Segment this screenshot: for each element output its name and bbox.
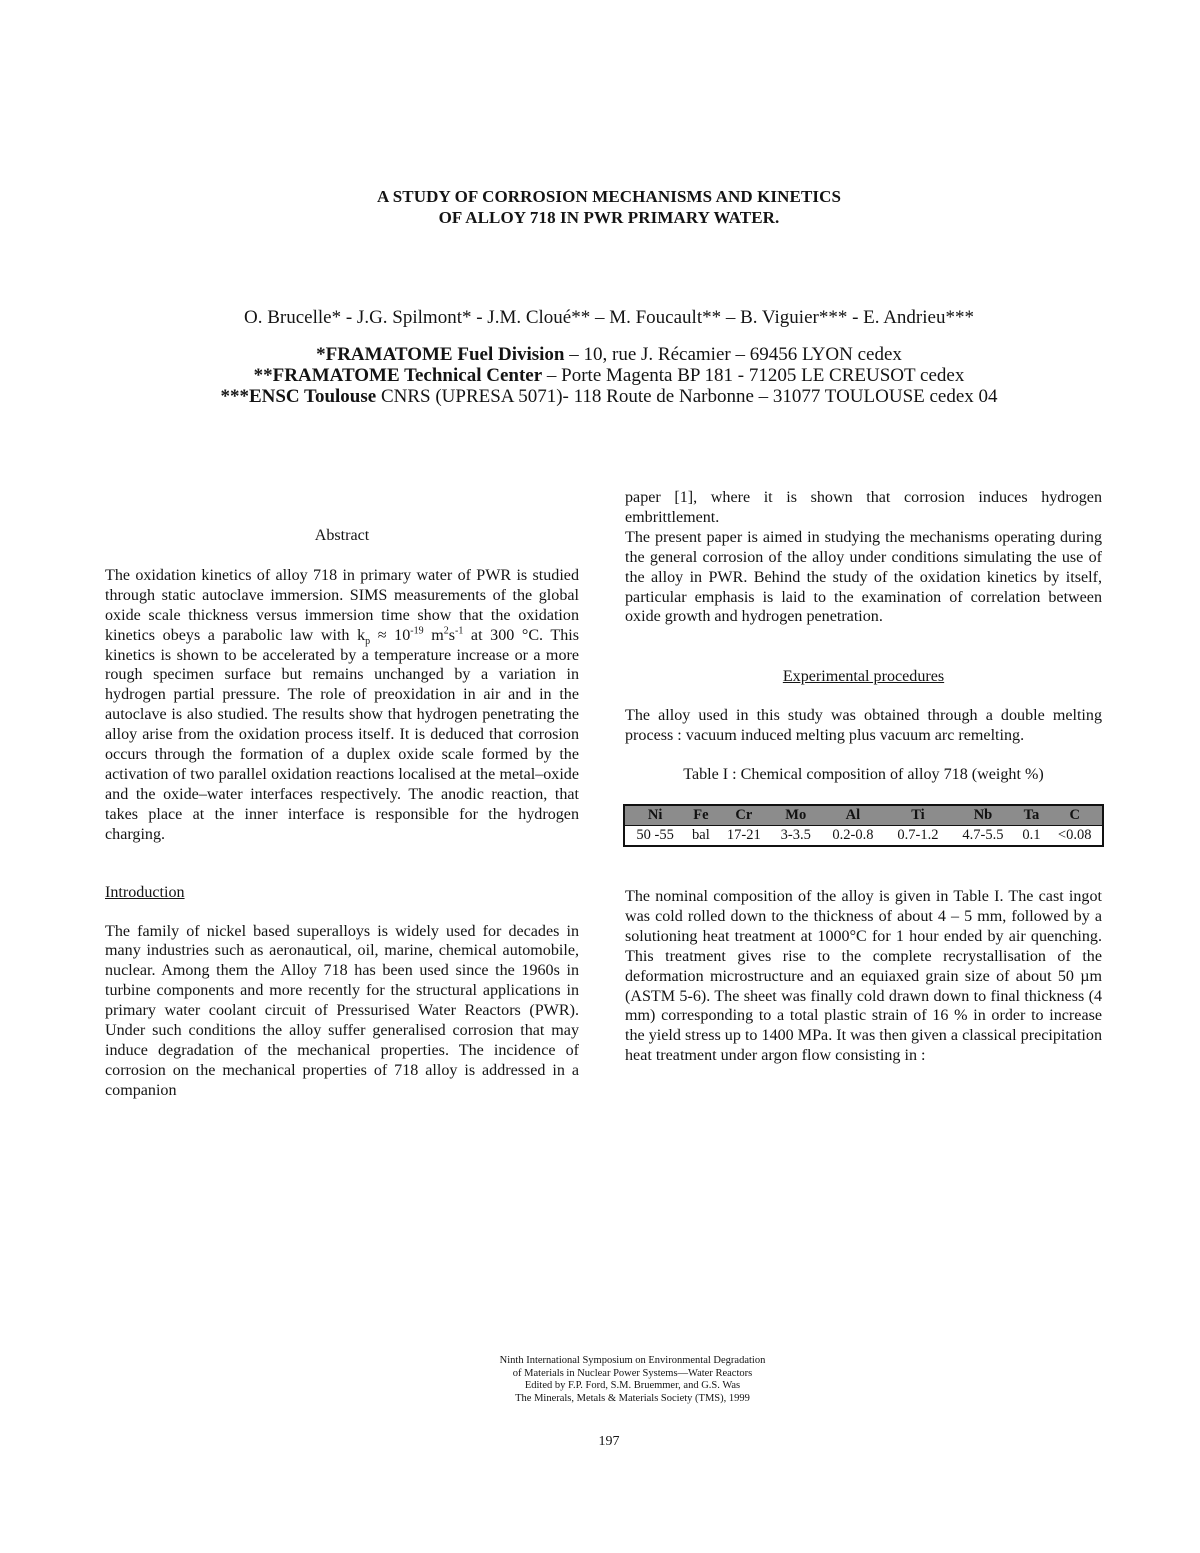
table-cell: 0.7-1.2 [885,825,950,846]
table-cell: 3-3.5 [771,825,820,846]
table-header-cell: Nb [950,805,1015,826]
affiliations [0,344,1200,407]
table-header-cell: Cr [717,805,772,826]
table-cell: 50 -55 [624,825,685,846]
table-header-cell: Ti [885,805,950,826]
introduction-text: The family of nickel based superalloys is widely used for decades in many industries such as aeronautical, oil, marine, chemical automobile, nuclear. Among them the Alloy 718 has been used since the 1960s in turbine components and more recently for the structural applications in primary water coolant circuit of Pressurised Water Reactors (PWR). Under such conditions the alloy suffer generalised corrosion that may induce degradation of the mechanical properties. The incidence of corrosion on the mechanical properties of 718 alloy is addressed in a companion [105,922,579,1099]
publication-footer [0,1355,1200,1405]
table-header-cell: C [1047,805,1103,826]
footer-line: of Materials in Nuclear Power Systems—Water Reactors [512,1367,753,1379]
abstract-heading: Abstract [314,527,370,544]
table-header-cell: Fe [685,805,716,826]
introduction-continued: paper [1], where it is shown that corrosion induces hydrogen embrittlement. [625,489,1102,526]
affiliation-1: *FRAMATOME Fuel Division – 10, rue J. Récamier – 69456 LYON cedex [316,344,902,365]
paper-title [0,186,1200,228]
introduction-paragraph-2: The present paper is aimed in studying the mechanisms operating during the general corrosion of the alloy under conditions simulating the use of the alloy in PWR. Behind the study of the oxidation kinetics by itself, particular emphasis is laid to the examination of correlation between oxide growth and hydrogen penetration. [625,528,1102,626]
footer-line: Ninth International Symposium on Environmental Degradation [499,1355,766,1366]
introduction-heading: Introduction [105,883,185,901]
table-caption: Table I : Chemical composition of alloy 718 (weight %) [683,766,1044,784]
right-column [625,488,1102,1066]
table-cell: 0.1 [1015,825,1047,846]
table-header-cell: Mo [771,805,820,826]
title-line-1: A STUDY OF CORROSION MECHANISMS AND KINETICS [376,187,842,206]
experimental-heading: Experimental procedures [782,668,945,686]
affiliation-3: ***ENSC Toulouse CNRS (UPRESA 5071)- 118 Route de Narbonne – 31077 TOULOUSE cedex 04 [220,386,998,407]
experimental-paragraph-2: The nominal composition of the alloy is given in Table I. The cast ingot was cold rolled down to the thickness of about 4 – 5 mm, followed by a solutioning heat treatment at 1000°C for 1 hour ended by air quenching. This treatment gives rise to the complete recrystallisation of the deformation microstructure and an equiaxed grain size of about 50 µm (ASTM 5-6). The sheet was finally cold drawn down to final thickness (4 mm) corresponding to a total plastic strain of 16 % in order to increase the yield stress up to 1400 MPa. It was then given a classical precipitation heat treatment under argon flow consisting in : [625,887,1102,1065]
table-header-cell: Ni [624,805,685,826]
footer-line: The Minerals, Metals & Materials Society (TMS), 1999 [515,1392,750,1404]
table-cell: bal [685,825,716,846]
table-cell: <0.08 [1047,825,1103,846]
abstract-text: The oxidation kinetics of alloy 718 in primary water of PWR is studied through static autoclave immersion. SIMS measurements of the global oxide scale thickness versus immersion time show that the oxidation kinetics obeys a parabolic law with $k_p \approx 10^{-19}$ $m^2s^{-1}$ at 300 °C. This kinetics is shown to be accelerated by a temperature increase or a more rough specimen surface but remains unchanged by a variation in hydrogen partial pressure. The role of preoxidation in air and in the autoclave is also studied. The results show that hydrogen penetrating the alloy arise from the oxidation process itself. It is deduced that corrosion occurs through the formation of a duplex oxide scale formed by the activation of two parallel oxidation reactions localised at the metal–oxide and the oxide–water interfaces respectively. The anodic reaction, that takes place at the inner interface is responsible for the hydrogen charging. [105,566,579,843]
table-cell: 4.7-5.5 [950,825,1015,846]
experimental-paragraph-1: The alloy used in this study was obtained through a double melting process : vacuum induced melting plus vacuum arc remelting. [625,707,1102,745]
table-header-cell: Ta [1015,805,1047,826]
footer-line: Edited by F.P. Ford, S.M. Bruemmer, and G.S. Was [524,1380,741,1392]
table-cell: 17-21 [717,825,772,846]
left-column [105,526,579,1101]
page-number: 197 [598,1434,620,1449]
composition-table [623,804,1104,847]
table-header-cell: Al [820,805,885,826]
authors-line: O. Brucelle* - J.G. Spilmont* - J.M. Cloué** – M. Foucault** – B. Viguier*** - E. Andrieu*** [244,307,974,328]
table-cell: 0.2-0.8 [820,825,885,846]
affiliation-2: **FRAMATOME Technical Center – Porte Magenta BP 181 - 71205 LE CREUSOT cedex [253,365,965,386]
table-row [624,825,1103,846]
title-line-2: OF ALLOY 718 IN PWR PRIMARY WATER. [438,208,780,227]
table-header-row [624,805,1103,826]
